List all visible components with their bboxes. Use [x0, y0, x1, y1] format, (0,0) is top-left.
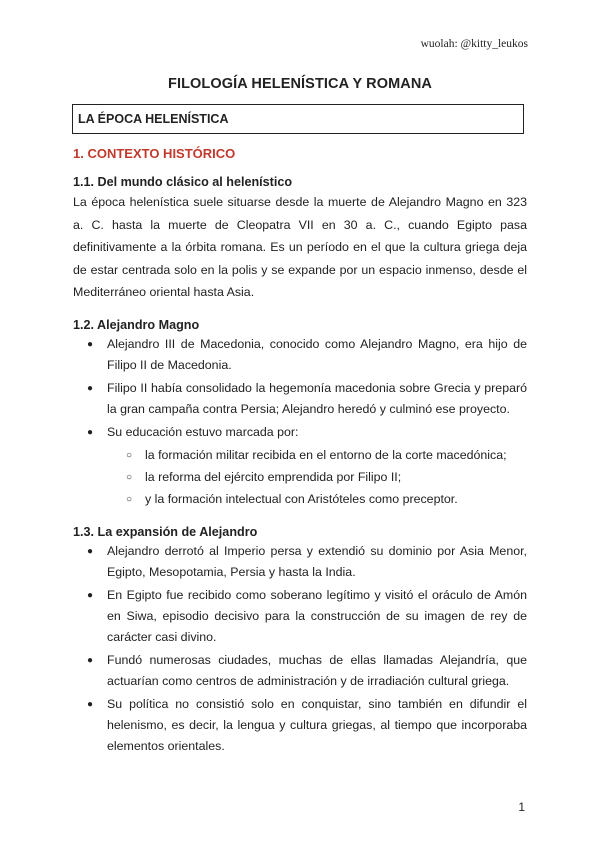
- hollow-bullet-icon: ○: [126, 471, 133, 483]
- bullet-icon: ●: [87, 589, 94, 601]
- subheading-1-1: 1.1. Del mundo clásico al helenístico: [73, 175, 293, 189]
- sublist-item-text: y la formación intelectual con Aristóteles como preceptor.: [145, 491, 458, 506]
- list-item: [73, 585, 527, 648]
- list-item-text: Su educación estuvo marcada por:: [107, 424, 299, 439]
- list-item-text: Alejandro derrotó al Imperio persa y extendió su dominio por Asia Menor, Egipto, Mesopotamia, Persia y hasta la India.: [107, 543, 527, 579]
- document-body: [73, 146, 527, 759]
- sublist-item-text: la reforma del ejército emprendida por Filipo II;: [145, 469, 402, 484]
- bullet-icon: ●: [87, 382, 94, 394]
- paragraph-1-1: La época helenística suele situarse desde la muerte de Alejandro Magno en 323 a. C. hasta la muerte de Cleopatra VII en 30 a. C., cuando Egipto pasa definitivamente a la órbita romana. Es un período en el que la cultura griega deja de estar centrada solo en la polis y se expande por un espacio inmenso, desde el Mediterráneo oriental hasta Asia.: [73, 195, 527, 299]
- list-item-text: Su política no consistió solo en conquistar, sino también en difundir el helenismo, es decir, la lengua y cultura griegas, al tiempo que incorporaba elementos orientales.: [107, 696, 527, 753]
- page-number: 1: [518, 800, 525, 814]
- list-item: [73, 378, 527, 420]
- list-item: [73, 650, 527, 692]
- sublist-item: [73, 489, 527, 510]
- sublist-item: [73, 467, 527, 488]
- list-item: [73, 694, 527, 757]
- section-title-box: [72, 104, 524, 134]
- bullet-icon: ●: [87, 545, 94, 557]
- sublist-item-text: la formación militar recibida en el entorno de la corte macedónica;: [145, 447, 507, 462]
- list-item-text: Filipo II había consolidado la hegemonía macedonia sobre Grecia y preparó la gran campaña contra Persia; Alejandro heredó y culminó ese proyecto.: [107, 380, 527, 416]
- sublist-item: [73, 445, 527, 466]
- bullet-icon: ●: [87, 654, 94, 666]
- list-1-2: [73, 334, 527, 443]
- list-item-text: Fundó numerosas ciudades, muchas de ellas llamadas Alejandría, que actuarían como centros de administración y de irradiación cultural griega.: [107, 652, 527, 688]
- list-item-text: Alejandro III de Macedonia, conocido como Alejandro Magno, era hijo de Filipo II de Macedonia.: [107, 336, 527, 372]
- list-item: [73, 422, 527, 443]
- list-item-text: En Egipto fue recibido como soberano legítimo y visitó el oráculo de Amón en Siwa, episodio decisivo para la construcción de su imagen de rey de carácter casi divino.: [107, 587, 527, 644]
- bullet-icon: ●: [87, 426, 94, 438]
- document-title: FILOLOGÍA HELENÍSTICA Y ROMANA: [167, 76, 432, 92]
- bullet-icon: ●: [87, 698, 94, 710]
- list-1-3: [73, 541, 527, 757]
- bullet-icon: ●: [87, 338, 94, 350]
- subheading-1-2: 1.2. Alejandro Magno: [73, 317, 200, 332]
- section-title: LA ÉPOCA HELENÍSTICA: [78, 112, 229, 126]
- chapter-heading: 1. CONTEXTO HISTÓRICO: [73, 146, 236, 161]
- author-tag: wuolah: @kitty_leukos: [420, 38, 528, 50]
- sublist-1-2: [73, 445, 527, 510]
- subheading-1-3: 1.3. La expansión de Alejandro: [73, 524, 258, 539]
- list-item: [73, 334, 527, 376]
- list-item: [73, 541, 527, 583]
- hollow-bullet-icon: ○: [126, 493, 133, 505]
- hollow-bullet-icon: ○: [126, 449, 133, 461]
